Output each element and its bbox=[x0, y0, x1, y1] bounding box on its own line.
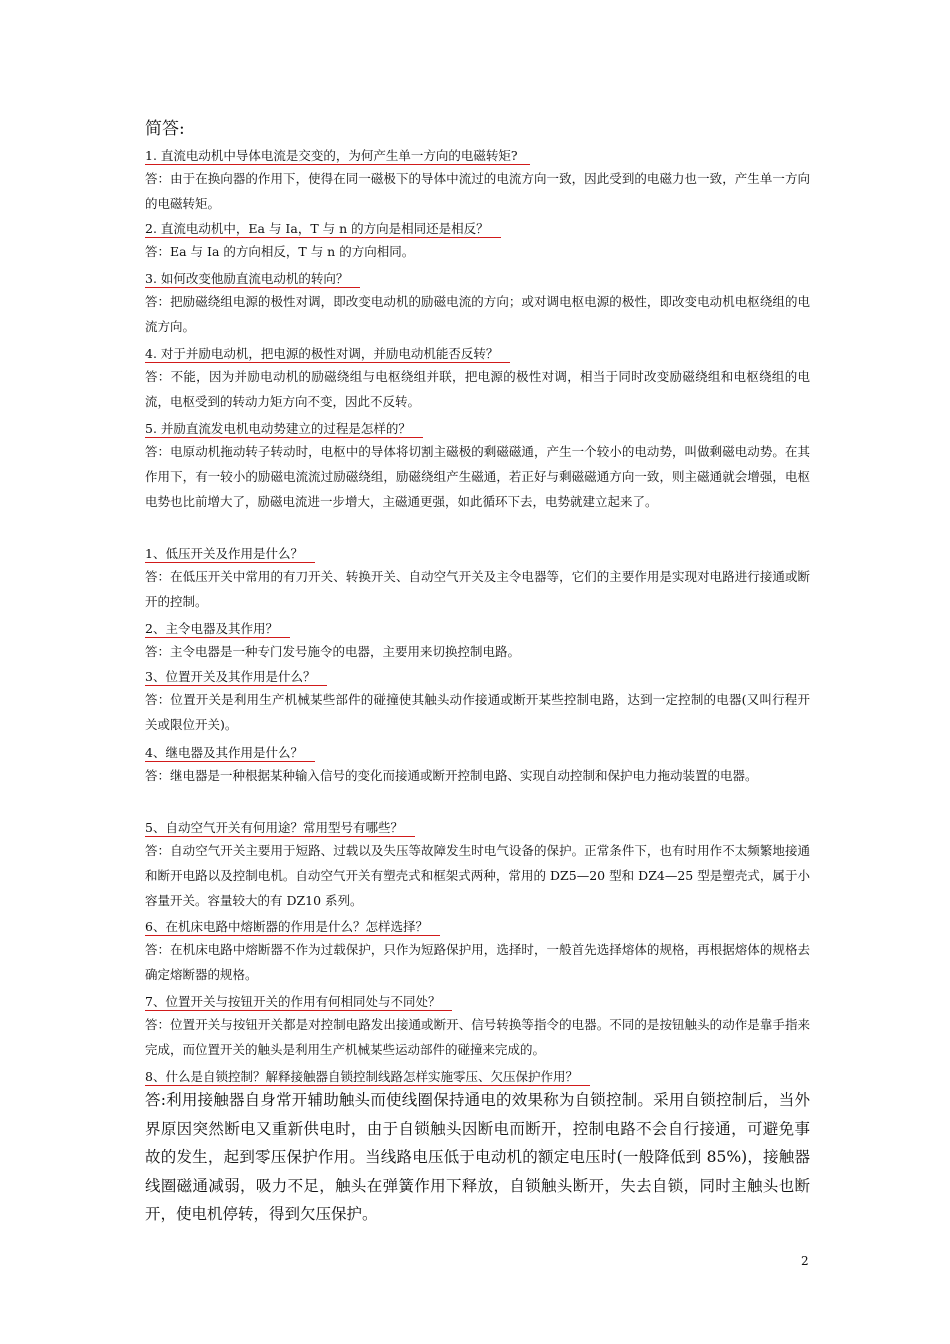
qa-item-4 bbox=[145, 343, 810, 414]
question-6: 1、低压开关及作用是什么？ bbox=[145, 545, 315, 563]
question-7: 2、主令电器及其作用？ bbox=[145, 620, 290, 638]
question-12: 7、位置开关与按钮开关的作用有何相同处与不同处？ bbox=[145, 993, 452, 1011]
question-5: 5. 并励直流发电机电动势建立的过程是怎样的？ bbox=[145, 420, 423, 438]
answer-13: 答:利用接触器自身常开辅助触头而使线圈保持通电的效果称为自锁控制。采用自锁控制后，当外界原因突然断电又重新供电时，由于自锁触头因断电而断开，控制电路不会自行接通，可避免事故的发生，起到零压保护作用。当线路电压低于电动机的额定电压时(一般降低到 85%)，接触器线圈磁通减弱，吸力不足，触头在弹簧作用下释放，自锁触头断开，失去自锁，同时主触头也断开，使电机停转，得到欠压保护。 bbox=[145, 1091, 810, 1223]
answer-9: 答：继电器是一种根据某种输入信号的变化而接通或断开控制电路、实现自动控制和保护电力拖动装置的电器。 bbox=[145, 768, 758, 783]
answer-7: 答：主令电器是一种专门发号施令的电器，主要用来切换控制电路。 bbox=[145, 644, 521, 659]
answer-4: 答：不能，因为并励电动机的励磁绕组与电枢绕组并联，把电源的极性对调，相当于同时改变励磁绕组和电枢绕组的电流，电枢受到的转动力矩方向不变，因此不反转。 bbox=[145, 369, 810, 409]
question-11: 6、在机床电路中熔断器的作用是什么？怎样选择？ bbox=[145, 918, 440, 936]
question-2: 2. 直流电动机中，Ea 与 Ia，T 与 n 的方向是相同还是相反？ bbox=[145, 220, 501, 238]
question-8: 3、位置开关及其作用是什么？ bbox=[145, 668, 327, 686]
qa-item-2 bbox=[145, 218, 810, 264]
qa-item-6 bbox=[145, 543, 810, 614]
qa-item-1 bbox=[145, 145, 810, 216]
question-13: 8、什么是自锁控制？解释接触器自锁控制线路怎样实施零压、欠压保护作用？ bbox=[145, 1068, 590, 1086]
answer-3: 答：把励磁绕组电源的极性对调，即改变电动机的励磁电流的方向；或对调电枢电源的极性，即改变电动机电枢绕组的电流方向。 bbox=[145, 294, 810, 334]
question-4: 4. 对于并励电动机，把电源的极性对调，并励电动机能否反转？ bbox=[145, 345, 510, 363]
answer-6: 答：在低压开关中常用的有刀开关、转换开关、自动空气开关及主令电器等，它们的主要作用是实现对电路进行接通或断开的控制。 bbox=[145, 569, 810, 609]
question-9: 4、继电器及其作用是什么？ bbox=[145, 744, 315, 762]
answer-12: 答：位置开关与按钮开关都是对控制电路发出接通或断开、信号转换等指令的电器。不同的是按钮触头的动作是靠手指来完成，而位置开关的触头是利用生产机械某些运动部件的碰撞来完成的。 bbox=[145, 1017, 810, 1057]
answer-2: 答：Ea 与 Ia 的方向相反，T 与 n 的方向相同。 bbox=[145, 244, 415, 259]
page-number: 2 bbox=[801, 1254, 809, 1268]
qa-item-12 bbox=[145, 991, 810, 1062]
question-1: 1. 直流电动机中导体电流是交变的，为何产生单一方向的电磁转矩? bbox=[145, 147, 530, 165]
answer-1: 答：由于在换向器的作用下，使得在同一磁极下的导体中流过的电流方向一致，因此受到的电磁力也一致，产生单一方向的电磁转矩。 bbox=[145, 171, 810, 211]
answer-5: 答：电原动机拖动转子转动时，电枢中的导体将切割主磁极的剩磁磁通，产生一个较小的电动势，叫做剩磁电动势。在其作用下，有一较小的励磁电流流过励磁绕组，励磁绕组产生磁通，若正好与剩磁磁通方向一致，则主磁通就会增强，电枢电势也比前增大了，励磁电流进一步增大，主磁通更强，如此循环下去，电势就建立起来了。 bbox=[145, 444, 810, 509]
section-heading: 简答: bbox=[145, 119, 185, 139]
question-3: 3. 如何改变他励直流电动机的转向？ bbox=[145, 270, 360, 288]
qa-item-9 bbox=[145, 742, 810, 788]
qa-item-13 bbox=[145, 1066, 810, 1229]
answer-8: 答：位置开关是利用生产机械某些部件的碰撞使其触头动作接通或断开某些控制电路，达到一定控制的电器(又叫行程开关或限位开关)。 bbox=[145, 692, 810, 732]
qa-item-10 bbox=[145, 817, 810, 913]
qa-item-3 bbox=[145, 268, 810, 339]
qa-item-8 bbox=[145, 666, 810, 737]
qa-item-7 bbox=[145, 618, 810, 664]
qa-item-5 bbox=[145, 418, 810, 514]
answer-11: 答：在机床电路中熔断器不作为过载保护，只作为短路保护用，选择时，一般首先选择熔体的规格，再根据熔体的规格去确定熔断器的规格。 bbox=[145, 942, 810, 982]
answer-10: 答：自动空气开关主要用于短路、过载以及失压等故障发生时电气设备的保护。正常条件下，也有时用作不太频繁地接通和断开电路以及控制电机。自动空气开关有塑壳式和框架式两种，常用的 DZ5—20 型和 DZ4—25 型是塑壳式，属于小容量开关。容量较大的有 DZ10 系列。 bbox=[145, 843, 810, 908]
question-10: 5、自动空气开关有何用途？常用型号有哪些？ bbox=[145, 819, 415, 837]
qa-item-11 bbox=[145, 916, 810, 987]
